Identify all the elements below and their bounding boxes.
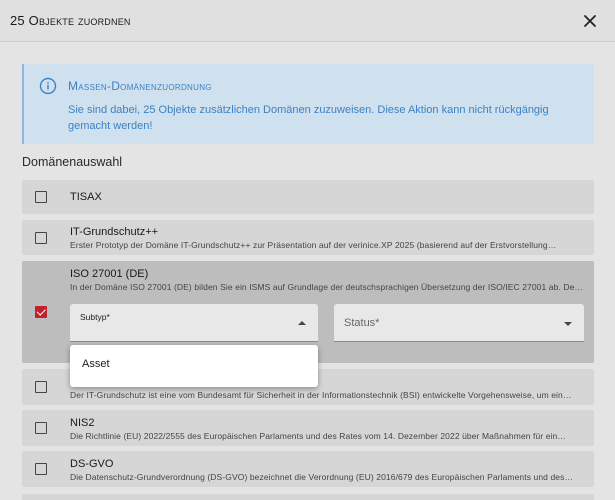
caret-down-icon <box>564 322 572 326</box>
alert-title: Massen-Domänenzuordnung <box>68 79 212 93</box>
dialog-header <box>0 0 615 42</box>
domain-checkbox[interactable] <box>35 381 47 393</box>
section-label: Domänenauswahl <box>22 155 123 169</box>
domain-checkbox-checked[interactable] <box>35 306 47 318</box>
domain-description: Die Datenschutz-Grundverordnung (DS-GVO) bezeichnet die Verordnung (EU) 2016/679 des Europäischen Parlaments und des… <box>70 472 574 482</box>
domain-checkbox[interactable] <box>35 232 47 244</box>
domain-title: NIS2 <box>70 417 95 429</box>
domain-checkbox[interactable] <box>35 463 47 475</box>
domain-checkbox[interactable] <box>35 191 47 203</box>
domain-checkbox[interactable] <box>35 422 47 434</box>
info-icon <box>39 77 57 95</box>
subtype-select[interactable] <box>70 304 318 342</box>
list-item-partial <box>22 494 594 500</box>
domain-title: TISAX <box>70 191 102 203</box>
close-icon[interactable] <box>580 11 600 31</box>
domain-description: Erster Prototyp der Domäne IT-Grundschutz++ zur Präsentation auf der verinice.XP 2025 (basierend auf der Erstvorstellung… <box>70 240 557 250</box>
status-label: Status* <box>344 317 380 329</box>
domain-title: DS-GVO <box>70 458 114 470</box>
domain-item-nis2[interactable] <box>22 410 594 446</box>
alert-text: Sie sind dabei, 25 Objekte zusätzlichen Domänen zuzuweisen. Diese Aktion kann nicht rückgängig gemacht werden! <box>68 104 549 132</box>
domain-description: Die Richtlinie (EU) 2022/2555 des Europäischen Parlaments und des Rates vom 14. Dezember 2022 über Maßnahmen für ein… <box>70 431 566 441</box>
domain-title: IT-Grundschutz++ <box>70 226 159 238</box>
domain-item-ds-gvo[interactable] <box>22 451 594 487</box>
status-select[interactable] <box>334 304 584 342</box>
dropdown-option-asset[interactable]: Asset <box>82 358 110 370</box>
caret-up-icon <box>298 321 306 325</box>
subtype-label: Subtyp* <box>80 312 110 322</box>
subtype-dropdown-menu <box>70 345 318 387</box>
domain-title: ISO 27001 (DE) <box>70 268 149 280</box>
dialog-body <box>0 42 615 500</box>
info-alert <box>22 64 594 144</box>
domain-description: Der IT-Grundschutz ist eine vom Bundesamt für Sicherheit in der Informationstechnik (BSI) entwickelte Vorgehensweise, um ein… <box>70 390 572 400</box>
domain-item-tisax[interactable] <box>22 180 594 214</box>
dialog-title: 25 Objekte zuordnen <box>10 13 131 28</box>
domain-item-it-grundschutz-plus[interactable] <box>22 220 594 255</box>
domain-description: In der Domäne ISO 27001 (DE) bilden Sie ein ISMS auf Grundlage der deutschsprachigen Übersetzung der ISO/IEC 27001 ab. De… <box>70 282 584 292</box>
